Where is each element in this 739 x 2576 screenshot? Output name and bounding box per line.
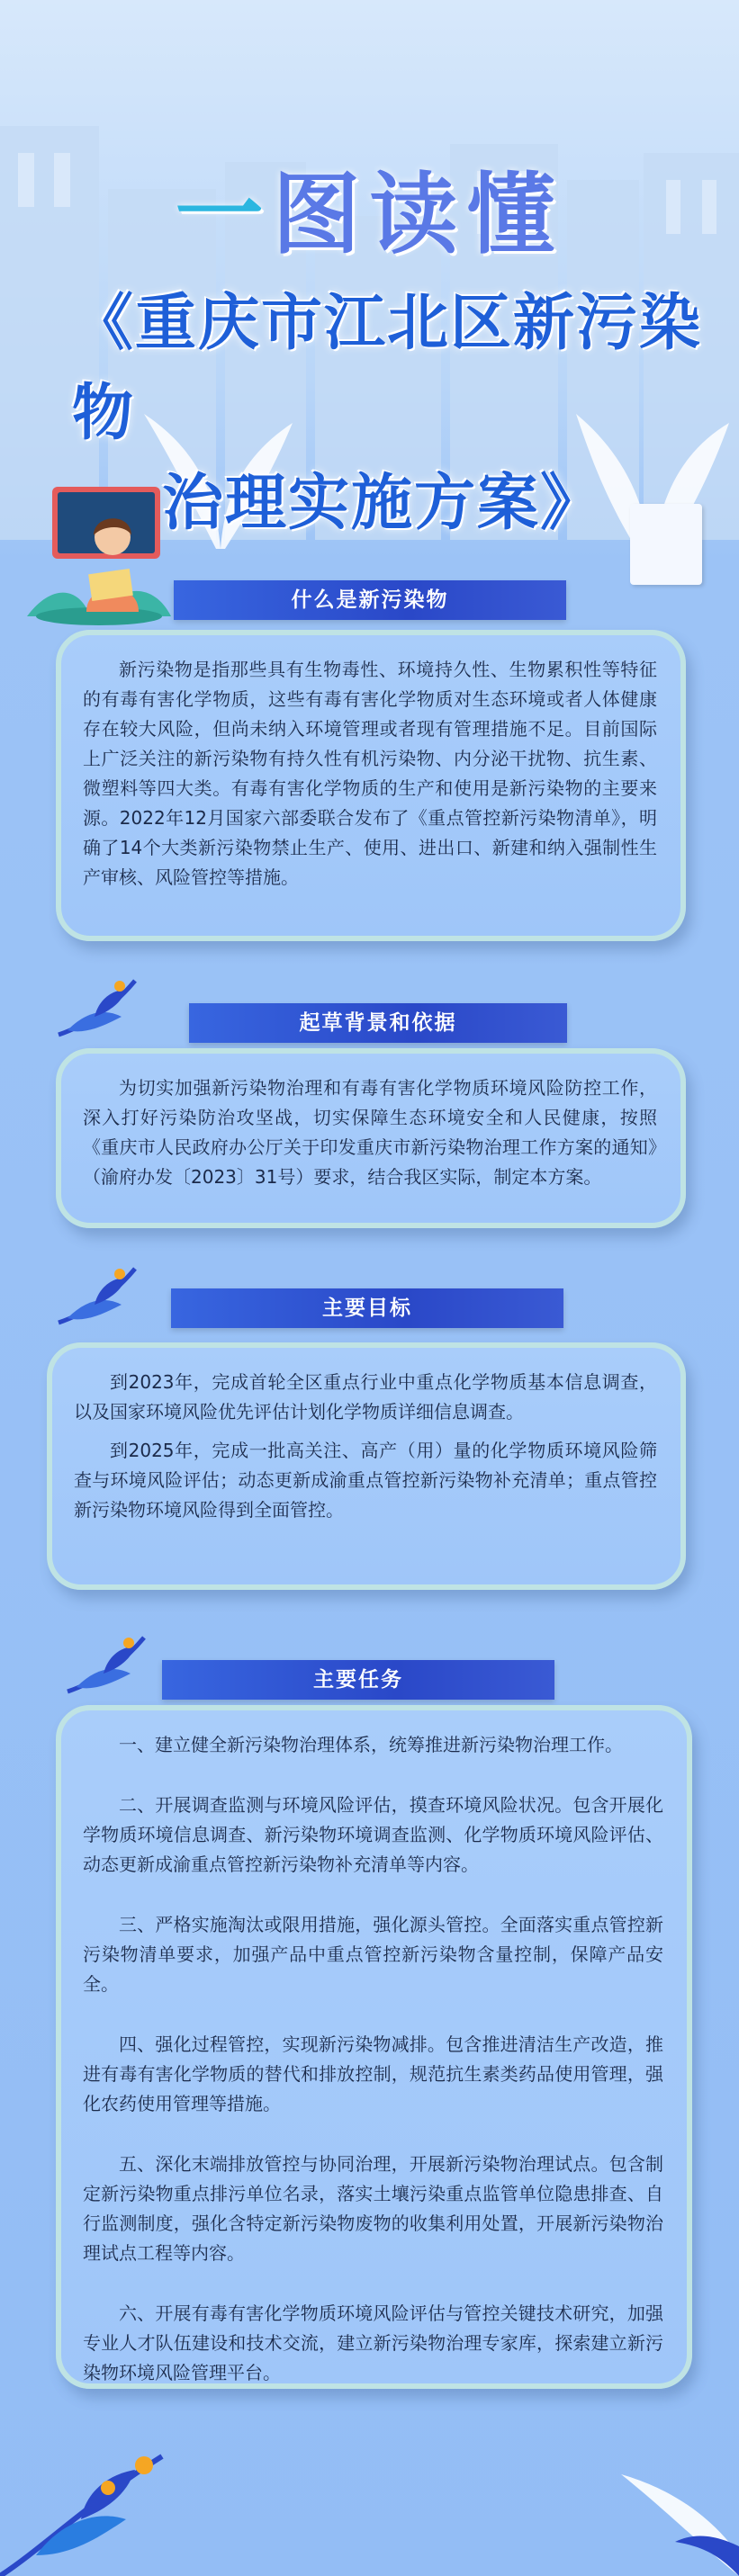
page-title (0, 144, 739, 271)
card-background (56, 1048, 686, 1228)
card-what-is (56, 630, 686, 941)
leaf-decoration-icon (50, 1260, 140, 1332)
paragraph: 到2025年，完成一批高关注、高产（用）量的化学物质环境风险筛查与环境风险评估；动态更新成渝重点管控新污染物补充清单；重点管控新污染物环境风险得到全面管控。 (74, 1440, 657, 1521)
reading-woman-illustration (27, 481, 171, 625)
paragraph: 为切实加强新污染物治理和有毒有害化学物质环境风险防控工作，深入打好污染防治攻坚战，切实保障生态环境安全和人民健康，按照《重庆市人民政府办公厅关于印发重庆市新污染物治理工作方案的通知》（渝府办发〔2023〕31号）要求，结合我区实际，制定本方案。 (83, 1077, 657, 1188)
leaf-decoration-icon (50, 972, 140, 1044)
bottom-left-plant-decoration (0, 2447, 180, 2576)
card-tasks (56, 1705, 692, 2389)
paragraph: 六、开展有毒有害化学物质环境风险评估与管控关键技术研究，加强专业人才队伍建设和技术交流，建立新污染物治理专家库，探索建立新污染物环境风险管理平台。 (83, 2302, 663, 2383)
paragraph: 三、严格实施淘汰或限用措施，强化源头管控。全面落实重点管控新污染物清单要求，加强产品中重点管控新污染物含量控制，保障产品安全。 (83, 1914, 663, 1995)
paragraph: 二、开展调查监测与环境风险评估，摸查环境风险状况。包含开展化学物质环境信息调查、新污染物环境调查监测、化学物质环境风险评估、动态更新成渝重点管控新污染物补充清单等内容。 (83, 1794, 663, 1875)
title-rest: 图读懂 (272, 164, 564, 266)
bottom-right-plant-decoration (594, 2456, 739, 2576)
paragraph: 到2023年，完成首轮全区重点行业中重点化学物质基本信息调查，以及国家环境风险优先评估计划化学物质详细信息调查。 (74, 1371, 657, 1423)
paragraph: 新污染物是指那些具有生物毒性、环境持久性、生物累积性等特征的有毒有害化学物质，这些有毒有害化学物质对生态环境或者人体健康存在较大风险，但尚未纳入环境管理或者现有管理措施不足。目前国际上广泛关注的新污染物有持久性有机污染物、内分泌干扰物、抗生素、微塑料等四大类。有毒有害化学物质的生产和使用是新污染物的主要来源。2022年12月国家六部委联合发布了《重点管控新污染物清单》，明确了14个大类新污染物禁止生产、使用、进出口、新建和纳入强制性生产审核、风险管控等措施。 (83, 659, 657, 888)
leaf-decoration-icon (59, 1629, 149, 1701)
paragraph: 四、强化过程管控，实现新污染物减排。包含推进清洁生产改造，推进有毒有害化学物质的替代和排放控制，规范抗生素类药品使用管理，强化农药使用管理等措施。 (83, 2033, 663, 2114)
section-title-goals: 主要目标 (171, 1288, 563, 1328)
subtitle-line-1: 《重庆市江北区新污染物 (72, 288, 703, 449)
paragraph: 五、深化末端排放管控与协同治理，开展新污染物治理试点。包含制定新污染物重点排污单位名录，落实土壤污染重点监管单位隐患排查、自行监测制度，强化含特定新污染物废物的收集利用处置，开展新污染物治理试点工程等内容。 (83, 2153, 663, 2264)
section-title-what-is: 什么是新污染物 (174, 580, 566, 620)
paragraph: 一、建立健全新污染物治理体系，统筹推进新污染物治理工作。 (119, 1734, 623, 1755)
title-accent: 一 (175, 164, 273, 266)
card-goals (47, 1342, 686, 1590)
subtitle-line-2: 治理实施方案》 (162, 468, 604, 539)
section-title-background: 起草背景和依据 (189, 1003, 567, 1043)
section-title-tasks: 主要任务 (162, 1660, 554, 1700)
